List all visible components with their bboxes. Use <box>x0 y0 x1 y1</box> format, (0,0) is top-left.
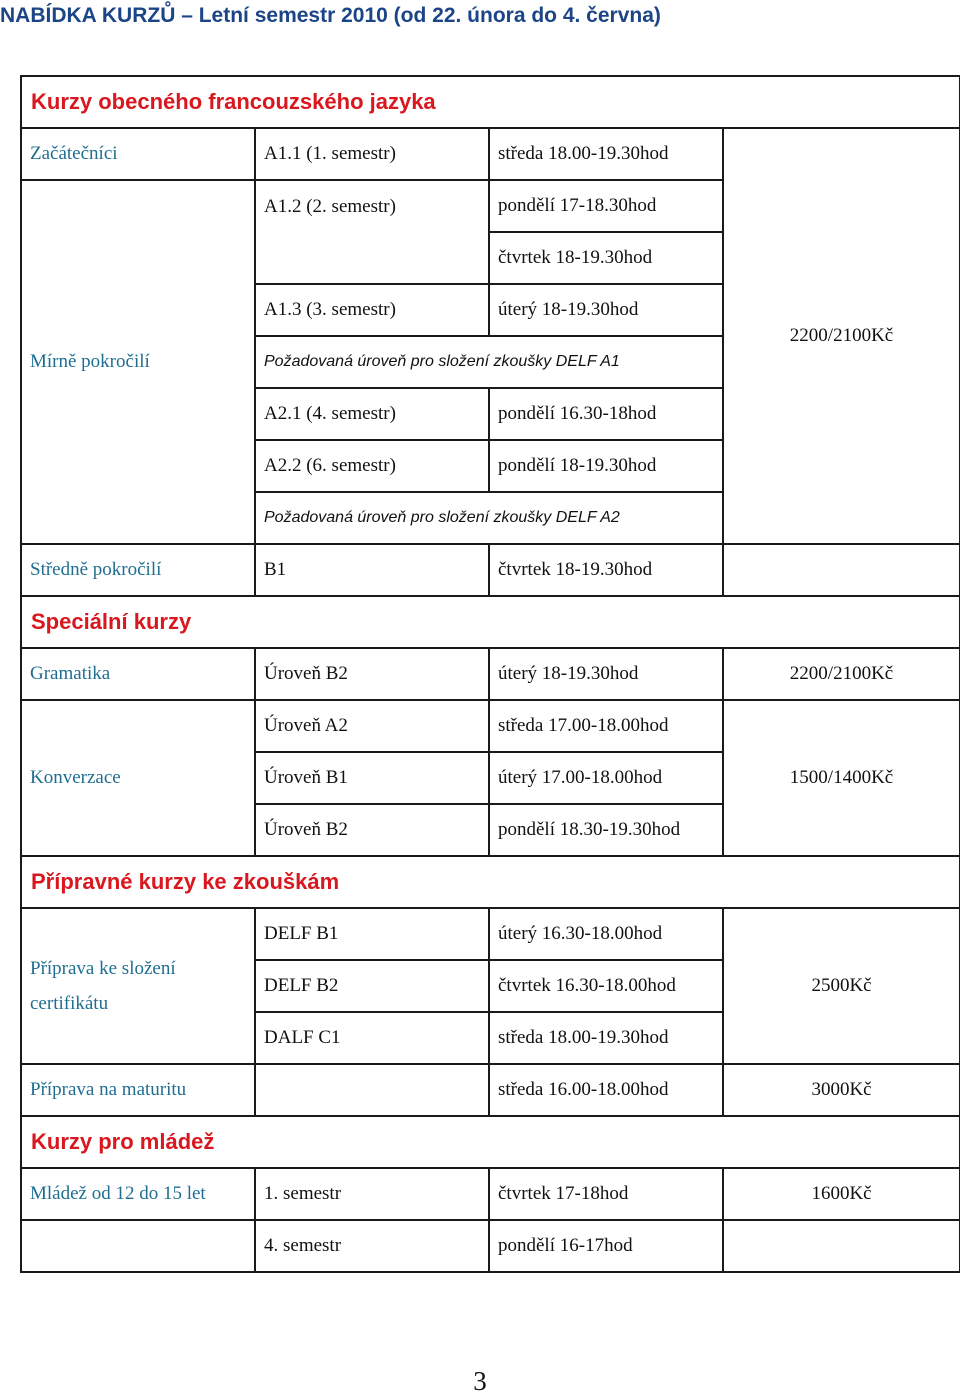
time-cell: čtvrtek 18-19.30hod <box>489 232 723 284</box>
course-cell: DELF B2 <box>255 960 489 1012</box>
price-cell-grammar: 2200/2100Kč <box>723 648 960 700</box>
course-cell: 1. semestr <box>255 1168 489 1220</box>
time-cell: čtvrtek 16.30-18.00hod <box>489 960 723 1012</box>
table-row <box>21 544 960 596</box>
price-cell-empty <box>723 1220 960 1272</box>
level-intermediate: Mírně pokročilí <box>21 180 255 544</box>
level-grammar: Gramatika <box>21 648 255 700</box>
level-cell-empty <box>21 1220 255 1272</box>
course-cell: Úroveň B2 <box>255 804 489 856</box>
page-title: NABÍDKA KURZŮ – Letní semestr 2010 (od 22. února do 4. června) <box>0 4 661 27</box>
table-row <box>21 700 960 752</box>
cert-label-line-1: Příprava ke složení <box>30 958 176 979</box>
time-cell: úterý 16.30-18.00hod <box>489 908 723 960</box>
course-cell-empty <box>255 1064 489 1116</box>
exam-note-a2: Požadovaná úroveň pro složení zkoušky DELF A2 <box>255 492 723 544</box>
price-cell-matura: 3000Kč <box>723 1064 960 1116</box>
course-cell: B1 <box>255 544 489 596</box>
section-heading-special: Speciální kurzy <box>21 596 960 648</box>
section-row-general <box>21 76 960 128</box>
table-row <box>21 908 960 960</box>
course-cell: 4. semestr <box>255 1220 489 1272</box>
course-cell: Úroveň B1 <box>255 752 489 804</box>
course-cell: DELF B1 <box>255 908 489 960</box>
course-table <box>20 75 960 1273</box>
course-cell: A1.3 (3. semestr) <box>255 284 489 336</box>
time-cell: úterý 18-19.30hod <box>489 648 723 700</box>
level-certificate-prep <box>21 908 255 1064</box>
time-cell: úterý 17.00-18.00hod <box>489 752 723 804</box>
course-cell: A1.2 (2. semestr) <box>255 180 489 232</box>
table-row <box>21 648 960 700</box>
time-cell: středa 18.00-19.30hod <box>489 128 723 180</box>
price-cell-general: 2200/2100Kč <box>723 128 960 544</box>
level-upper-intermediate: Středně pokročilí <box>21 544 255 596</box>
price-cell-empty <box>723 544 960 596</box>
price-cell-conversation: 1500/1400Kč <box>723 700 960 856</box>
time-cell: pondělí 18.30-19.30hod <box>489 804 723 856</box>
time-cell: úterý 18-19.30hod <box>489 284 723 336</box>
table-row <box>21 128 960 180</box>
time-cell: středa 17.00-18.00hod <box>489 700 723 752</box>
level-youth: Mládež od 12 do 15 let <box>21 1168 255 1220</box>
table-row <box>21 1220 960 1272</box>
course-cell: A1.1 (1. semestr) <box>255 128 489 180</box>
time-cell: čtvrtek 18-19.30hod <box>489 544 723 596</box>
time-cell: pondělí 18-19.30hod <box>489 440 723 492</box>
level-matura-prep: Příprava na maturitu <box>21 1064 255 1116</box>
section-row-special <box>21 596 960 648</box>
level-conversation: Konverzace <box>21 700 255 856</box>
section-row-youth <box>21 1116 960 1168</box>
course-cell: A2.2 (6. semestr) <box>255 440 489 492</box>
cert-label-line-2: certifikátu <box>30 993 109 1014</box>
time-cell: pondělí 16-17hod <box>489 1220 723 1272</box>
course-cell <box>255 232 489 284</box>
course-cell: Úroveň A2 <box>255 700 489 752</box>
time-cell: pondělí 16.30-18hod <box>489 388 723 440</box>
course-cell: Úroveň B2 <box>255 648 489 700</box>
level-beginners: Začátečníci <box>21 128 255 180</box>
exam-note-a1: Požadovaná úroveň pro složení zkoušky DELF A1 <box>255 336 723 388</box>
section-row-prep <box>21 856 960 908</box>
section-heading-prep: Přípravné kurzy ke zkouškám <box>21 856 960 908</box>
table-row <box>21 1168 960 1220</box>
time-cell: čtvrtek 17-18hod <box>489 1168 723 1220</box>
section-heading-general: Kurzy obecného francouzského jazyka <box>21 76 960 128</box>
course-cell: A2.1 (4. semestr) <box>255 388 489 440</box>
time-cell: pondělí 17-18.30hod <box>489 180 723 232</box>
time-cell: středa 18.00-19.30hod <box>489 1012 723 1064</box>
price-cell-youth: 1600Kč <box>723 1168 960 1220</box>
price-cell-certificate: 2500Kč <box>723 908 960 1064</box>
section-heading-youth: Kurzy pro mládež <box>21 1116 960 1168</box>
course-cell: DALF C1 <box>255 1012 489 1064</box>
time-cell: středa 16.00-18.00hod <box>489 1064 723 1116</box>
page-number: 3 <box>473 1366 487 1396</box>
table-row <box>21 1064 960 1116</box>
